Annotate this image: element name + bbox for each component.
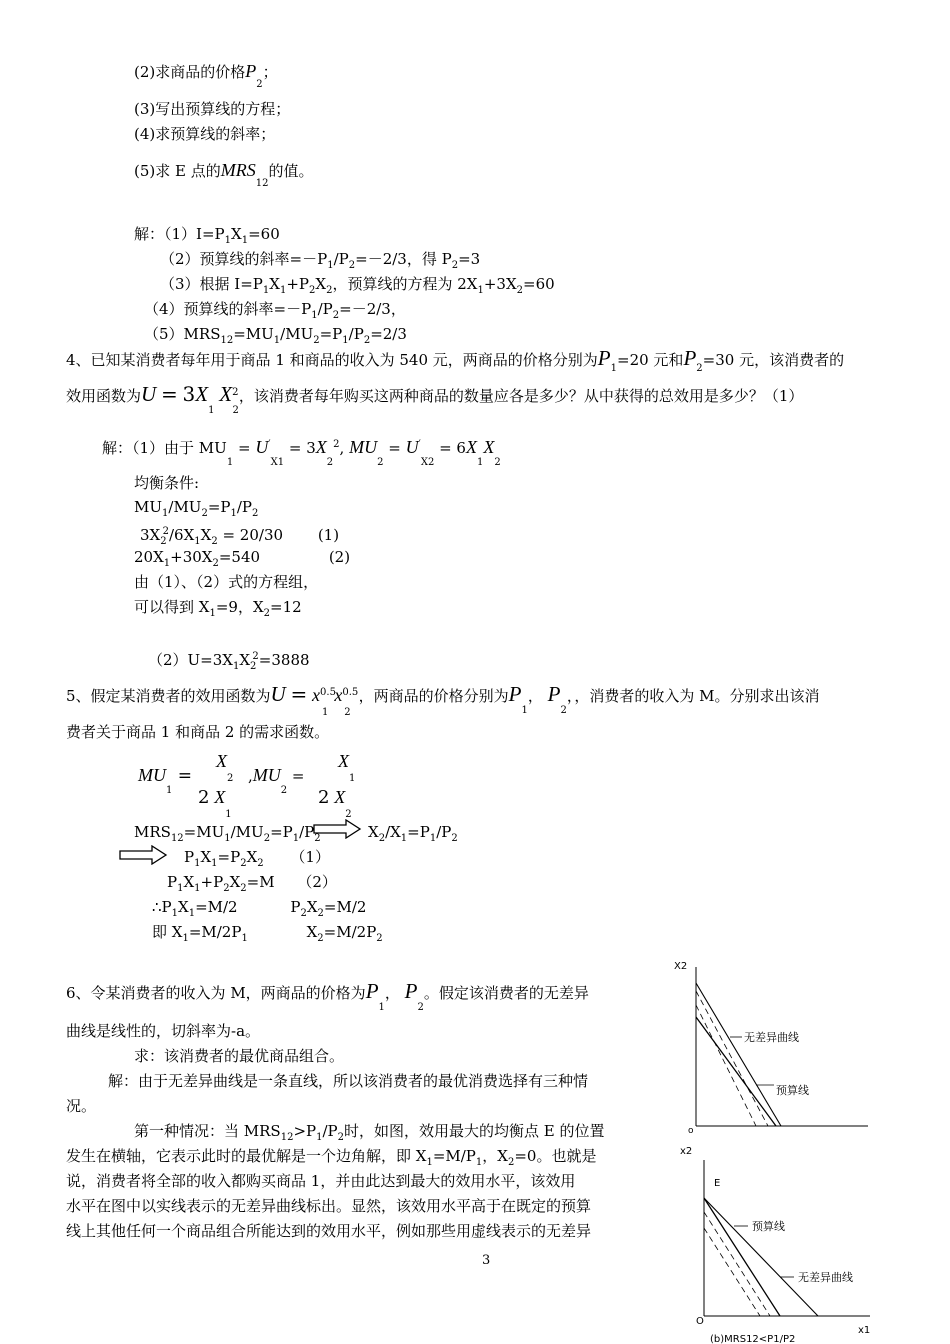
q6-case5: 线上其他任何一个商品组合所能达到的效用水平，例如那些用虚线表示的无差异 [66,1222,592,1240]
fig1-indifference-line [696,983,781,1126]
mu-fractions: $MU_1$ = [138,765,193,796]
fig2-y-label: x2 [680,1146,693,1157]
q6-line1: 6、令某消费者的收入为 M，两商品的价格为$P_1$， $P_2$。假定该消费者的无差异 [66,979,589,1013]
q6-ask: 求：该消费者的最优商品组合。 [134,1047,345,1065]
q4-solution-mu: 解：（1）由于 $MU_1 = U'_{X1} = 3X_2^2$, $MU_2 = U'_{X2} = 6X_1X_2$ [102,437,501,468]
question-4: (4)求预算线的斜率； [134,125,276,143]
fig2-indiff-label: 无差异曲线 [798,1271,853,1284]
fig1-origin: o [688,1126,694,1135]
question-5: (5)求 E 点的$MRS_{12}$的值。 [134,160,314,189]
mu2-fraction: $X_1$ 2 $X_2$ [318,751,356,820]
fig2-x-label: x1 [858,1325,871,1336]
q6-case3: 说，消费者将全部的收入都购买商品 1，并由此达到最大的效用水平，该效用 [66,1172,576,1190]
eq-5-2: $P_1X_1+P_2X_2=M$ （2） [167,873,337,894]
fig2-indifference-line [704,1198,818,1316]
fig1-dashed-1 [696,991,768,1126]
q6-case2: 发生在横轴，它表示此时的最优解是一个边角解，即 $X_1=M/P_1$，$X_2=0$。也就是 [66,1147,597,1168]
q4-line1: 4、已知某消费者每年用于商品 1 和商品的收入为 540 元，两商品的价格分别为$P_1=20$ 元和$P_2=30$ 元，该消费者的 [66,346,845,374]
question-2: (2)求商品的价格$P_2$； [134,61,278,90]
answer-2: （2）预算线的斜率$=-P_1/P_2=-2/3$，得 $P_2=3$ [160,250,481,271]
figure-2 [670,1140,930,1344]
therefore-line: $\therefore P_1X_1=M/2$ $P_2X_2=M/2$ [152,898,367,919]
demand-functions: 即 $X_1=M/2P_1$ $X_2=M/2P_2$ [152,923,383,944]
total-utility: $(2)U=3X_1X_2^2=3888$ [148,651,310,672]
q2-text: (2)求商品的价格 [134,63,246,81]
fig2-point-e: E [714,1178,721,1189]
q4-line2: 效用函数为$U = 3X_1$ $X^2_2$，该消费者每年购买这两种商品的数量应各是多少？从中获得的总效用是多少？（1） [66,382,804,416]
mrs-condition: $MRS_{12}=MU_1/MU_2=P_1/P_2$ [134,823,321,844]
fig1-y-label: X2 [674,961,688,972]
implies-arrow-2 [118,845,168,865]
answer-4: （4）预算线的斜率$=-P_1/P_2=-2/3$， [144,300,406,321]
implies-arrow-1 [312,819,362,839]
equation-2: $20X_1+30X_2=540$ (2) [134,548,351,569]
fig1-budget-label: 预算线 [776,1084,809,1097]
figure-1 [670,955,930,1135]
ratio-result: $X_2/X_1=P_1/P_2$ [368,823,458,844]
fig2-budget-line [704,1198,780,1316]
equation-1: $3X_2^2/6X_1X_2 = 20/30$ (1) [140,526,340,547]
answer-1: 解：$(1)I=P_1X_1=60$ [134,225,280,246]
q5-line1: 5、假定某消费者的效用函数为$U = x^{0.5}_1x^{0.5}_2$，两商品的价格分别为$P_1$， $P_2$，，消费者的收入为 M。分别求出该消 [66,682,820,718]
mu2-label: $,MU_2$ = [248,765,305,796]
result-x: 可以得到 $X_1=9$，$X_2=12$ [134,598,302,619]
q6-case1: 第一种情况：当 $MRS_{12}>P_1/P_2$时，如图，效用最大的均衡点 E 的位置 [134,1122,605,1143]
equilibrium-eq: $MU_1/MU_2=P_1/P_2$ [134,498,259,519]
answer-3: （3）根据 $I=P_1X_1+P_2X_2$，预算线的方程为 $2X_1+3X_2=60$ [160,275,555,296]
mu1-fraction: $X_2$ 2 $X_1$ [198,751,234,820]
q6-sol2: 况。 [66,1097,97,1115]
fig2-origin: O [696,1316,704,1327]
fig1-dashed-2 [696,1005,756,1126]
eq-5-1: $P_1X_1=P_2X_2$ （1） [184,848,330,869]
answer-5: $(5)MRS_{12}=MU_1/MU_2=P_1/P_2=2/3$ [144,325,407,346]
from-equations: 由（1）、（2）式的方程组， [134,573,319,591]
fig1-indiff-label: 无差异曲线 [744,1031,799,1044]
question-3: (3)写出预算线的方程； [134,100,291,118]
q6-line2: 曲线是线性的，切斜率为-a。 [66,1022,261,1040]
q6-sol1: 解：由于无差异曲线是一条直线，所以该消费者的最优消费选择有三种情 [108,1072,589,1090]
q6-case4: 水平在图中以实线表示的无差异曲线标出。显然，该效用水平高于在既定的预算 [66,1197,592,1215]
page-number: 3 [482,1253,491,1268]
q5-line2: 费者关于商品 1 和商品 2 的需求函数。 [66,723,330,741]
fig2-caption: (b)MRS12<P1/P2 [710,1334,796,1344]
equilibrium-title: 均衡条件: [134,474,200,492]
fig2-budget-label: 预算线 [752,1220,785,1233]
